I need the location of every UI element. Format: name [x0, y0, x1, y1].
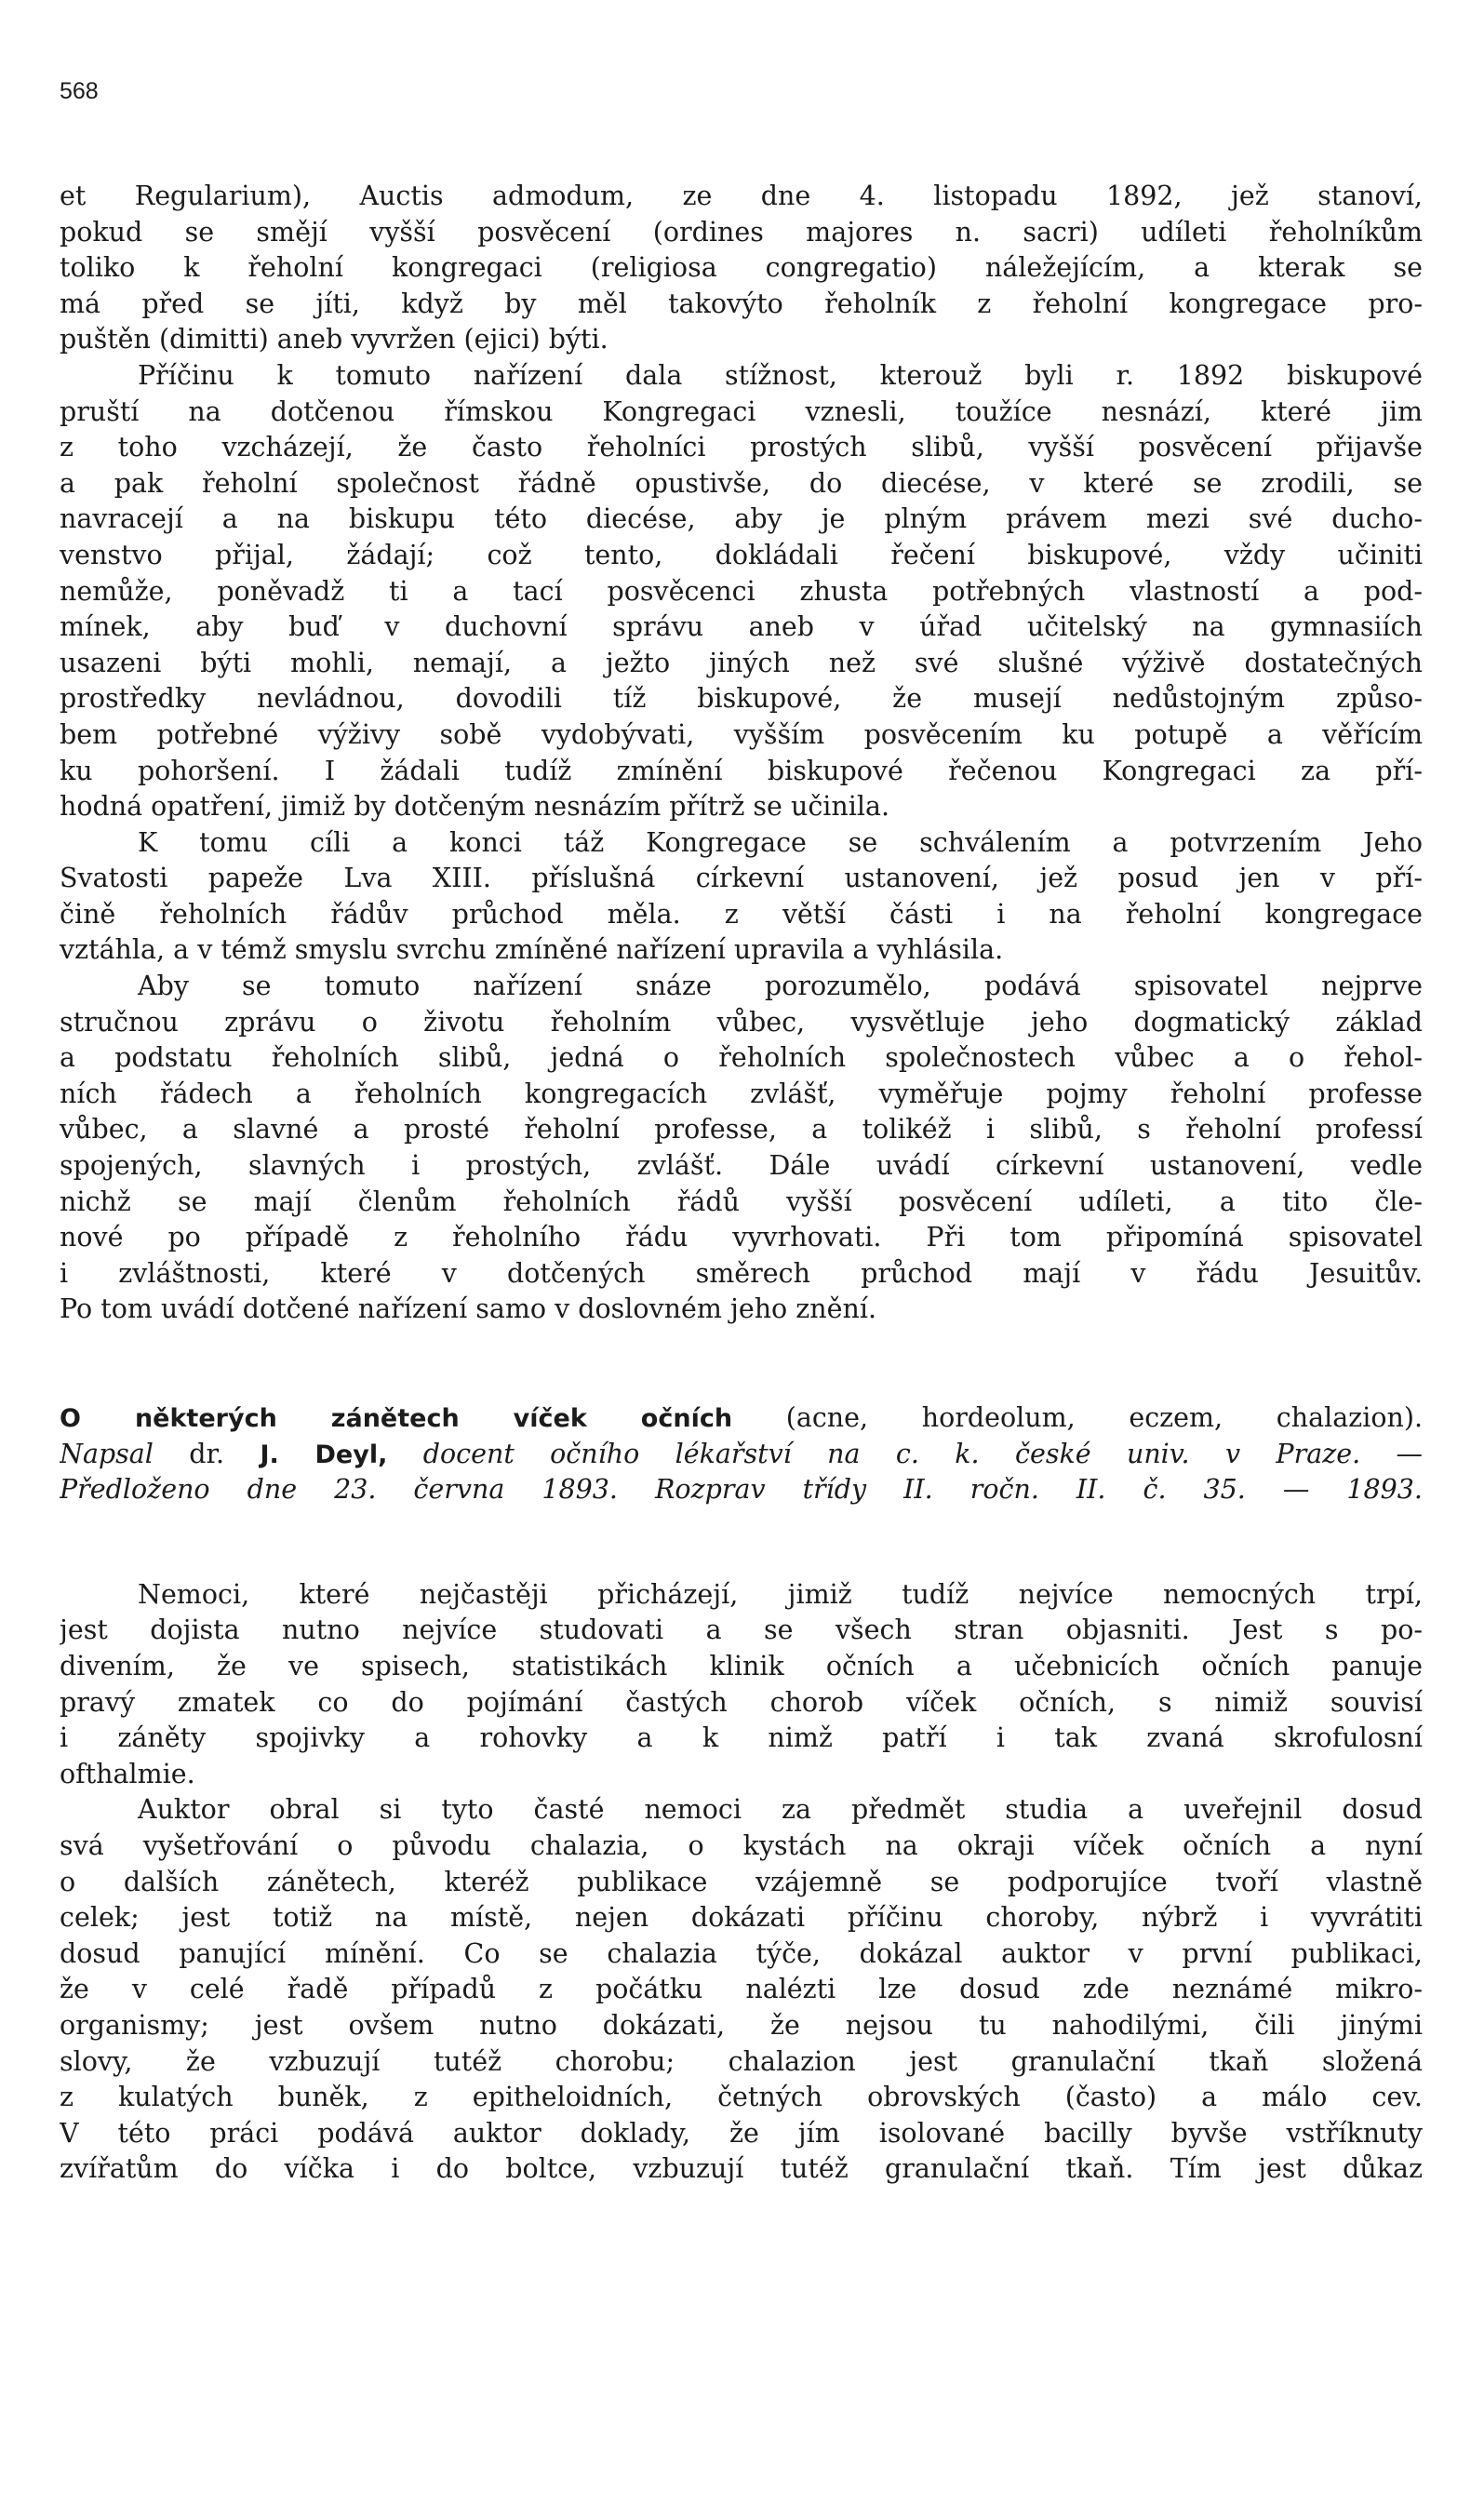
text-line: Aby se tomuto nařízení snáze porozumělo, podává spisovatel nejprve — [138, 971, 1423, 1002]
text-line: o dalších zánětech, kteréž publikace vzájemně se podporujíce tvoří vlastně — [60, 1866, 1423, 1897]
text-line: že v celé řadě případů z počátku nalézti lze dosud zde neznámé mikro- — [60, 1974, 1423, 2005]
paragraph-3 — [60, 825, 1423, 969]
text-line: ku pohoršení. I žádali tudíž zmínění biskupové řečenou Kongregaci za pří- — [60, 755, 1423, 786]
text-line: K tomu cíli a konci táž Kongregace se schválením a potvrzením Jeho — [138, 826, 1423, 858]
text-line: stručnou zprávu o životu řeholním vůbec, vysvětluje jeho dogmatický základ — [60, 1006, 1423, 1038]
text-line: venstvo přijal, žádají; což tento, dokládali řečení biskupové, vždy učiniti — [60, 539, 1423, 570]
text-line: spojených, slavných i prostých, zvlášť. Dále uvádí církevní ustanovení, vedle — [60, 1150, 1423, 1182]
section-title-line — [60, 1400, 1423, 1437]
paragraph-4 — [60, 969, 1423, 1328]
text-line: a podstatu řeholních slibů, jedná o řeholních společnostech vůbec a o řehol- — [60, 1042, 1423, 1074]
text-line: dosud panující mínění. Co se chalazia týče, dokázal auktor v první publikaci, — [60, 1937, 1423, 1969]
text-line: má před se jíti, když by měl takovýto řeholník z řeholní kongregace pro- — [60, 288, 1423, 319]
text-line: slovy, že vzbuzují tutéž chorobu; chalazion jest granulační tkaň složená — [60, 2045, 1423, 2077]
text-line: prostředky nevládnou, dovodili tíž biskupové, že musejí nedůstojným způso- — [60, 683, 1423, 715]
text-line: pokud se smějí vyšší posvěcení (ordines majores n. sacri) udíleti řeholníkům — [60, 216, 1423, 248]
text-line: nové po případě z řeholního řádu vyvrhovati. Při tom připomíná spisovatel — [60, 1222, 1423, 1253]
author-degree: dr. — [189, 1438, 225, 1469]
text-line: Příčinu k tomuto nařízení dala stížnost, kterouž byli r. 1892 biskupové — [138, 359, 1423, 391]
text-line: toliko k řeholní kongregaci (religiosa congregatio) náležejícím, a kterak se — [60, 252, 1423, 284]
section-title-rest: (acne, hordeolum, eczem, chalazion). — [785, 1402, 1423, 1433]
text-line: ofthalmie. — [60, 1758, 195, 1789]
text-line: svá vyšetřování o původu chalazia, o kystách na okraji víček očních a nyní — [60, 1829, 1423, 1861]
text-line: Auktor obral si tyto časté nemoci za předmět studia a uveřejnil dosud — [138, 1794, 1423, 1826]
text-line: pravý zmatek co do pojímání častých chorob víček očních, s nimiž souvisí — [60, 1686, 1423, 1718]
section-spacer — [60, 1508, 1423, 1577]
text-line: nemůže, poněvadž ti a tací posvěcenci zhusta potřebných vlastností a pod- — [60, 575, 1423, 607]
text-line: hodná opatření, jimiž by dotčeným nesnázím přítrž se učinila. — [60, 791, 890, 823]
text-line: i zvláštnosti, které v dotčených směrech průchod mají v řádu Jesuitův. — [60, 1257, 1423, 1289]
text-line: navracejí a na biskupu této diecése, aby je plným právem mezi své ducho- — [60, 503, 1423, 535]
text-line: i záněty spojivky a rohovky a k nimž patří i tak zvaná skrofulosní — [60, 1722, 1423, 1754]
document-body — [60, 179, 1423, 2188]
text-line: ních řádech a řeholních kongregacích zvlášť, vyměřuje pojmy řeholní professe — [60, 1078, 1423, 1109]
section-citation-line: Předloženo dne 23. června 1893. Rozprav třídy II. ročn. II. č. 35. — 1893. — [60, 1474, 1423, 1506]
text-line: nichž se mají členům řeholních řádů vyšší posvěcení udíleti, a tito čle- — [60, 1186, 1423, 1217]
text-line: z toho vzcházejí, že často řeholníci prostých slibů, vyšší posvěcení přijavše — [60, 432, 1423, 463]
paragraph-1 — [60, 179, 1423, 358]
text-line: vůbec, a slavné a prosté řeholní professe, a tolikéž i slibů, s řeholní professí — [60, 1114, 1423, 1145]
author-prefix: Napsal — [60, 1438, 154, 1469]
text-line: čině řeholních řádův průchod měla. z větší části i na řeholní kongregace — [60, 898, 1423, 930]
text-line: vztáhla, a v témž smyslu svrchu zmíněné nařízení upravila a vyhlásila. — [60, 934, 1004, 966]
author-affiliation: docent očního lékařství na c. k. české univ. v Praze. — — [422, 1438, 1423, 1469]
section-spacer — [60, 1328, 1423, 1400]
text-line: jest dojista nutno nejvíce studovati a se všech stran objasniti. Jest s po- — [60, 1614, 1423, 1646]
text-line: Nemoci, které nejčastěji přicházejí, jimiž tudíž nejvíce nemocných trpí, — [138, 1578, 1423, 1610]
text-line: usazeni býti mohli, nemají, a ježto jiných než své slušné výživě dostatečných — [60, 647, 1423, 678]
text-line: V této práci podává auktor doklady, že jím isolované bacilly byvše vstříknuty — [60, 2117, 1423, 2149]
text-line: zvířatům do víčka i do boltce, vzbuzují tutéž granulační tkaň. Tím jest důkaz — [60, 2153, 1423, 2185]
paragraph-6 — [60, 1792, 1423, 2188]
text-line: Svatosti papeže Lva XIII. příslušná církevní ustanovení, jež posud jen v pří- — [60, 863, 1423, 894]
text-line: a pak řeholní společnost řádně opustivše, do diecése, v které se zrodili, se — [60, 467, 1423, 499]
author-name: J. Deyl, — [260, 1440, 388, 1469]
section-heading — [60, 1400, 1423, 1508]
text-line: organismy; jest ovšem nutno dokázati, že nejsou tu nahodilými, čili jinými — [60, 2009, 1423, 2041]
text-line: divením, že ve spisech, statistikách klinik očních a učebnicích očních panuje — [60, 1650, 1423, 1681]
text-line: pruští na dotčenou římskou Kongregaci vznesli, toužíce nesnází, které jim — [60, 395, 1423, 427]
section-title: O některých zánětech víček očních — [60, 1404, 733, 1433]
text-line: Po tom uvádí dotčené nařízení samo v doslovném jeho znění. — [60, 1293, 877, 1325]
page-number: 568 — [60, 78, 99, 104]
text-line: puštěn (dimitti) aneb vyvržen (ejici) býti. — [60, 324, 608, 355]
text-line: bem potřebné výživy sobě vydobývati, vyšším posvěcením ku potupě a věřícím — [60, 718, 1423, 750]
section-author-line — [60, 1437, 1423, 1473]
text-line: celek; jest totiž na místě, nejen dokázati příčinu choroby, nýbrž i vyvrátiti — [60, 1902, 1423, 1934]
paragraph-2 — [60, 358, 1423, 825]
paragraph-5 — [60, 1577, 1423, 1793]
text-line: mínek, aby buď v duchovní správu aneb v úřad učitelský na gymnasiích — [60, 611, 1423, 643]
text-line: z kulatých buněk, z epitheloidních, četných obrovských (často) a málo cev. — [60, 2082, 1423, 2113]
text-line: et Regularium), Auctis admodum, ze dne 4. listopadu 1892, jež stanoví, — [60, 181, 1423, 211]
